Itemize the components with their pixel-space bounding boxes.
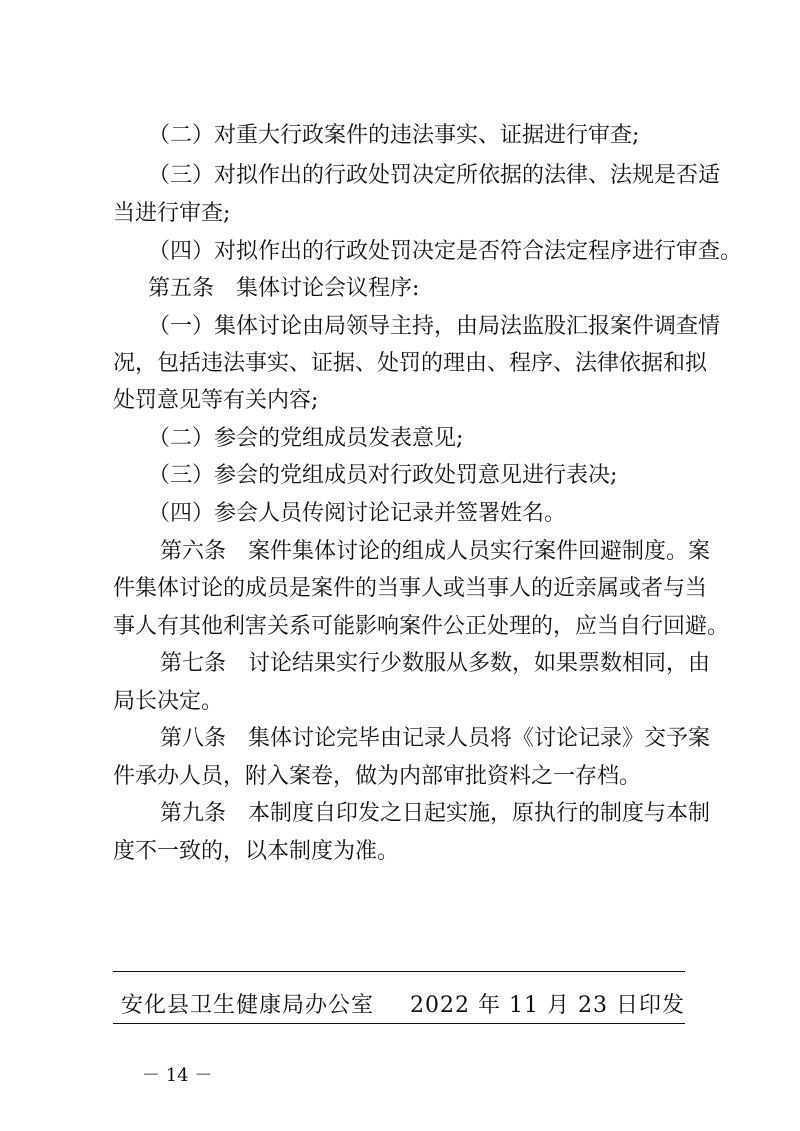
body-line-19: 第九条 本制度自印发之日起实施，原执行的制度与本制 xyxy=(160,801,711,826)
body-line-7: 况，包括违法事实、证据、处罚的理由、程序、法律依据和拟 xyxy=(113,351,708,376)
issuing-office: 安化县卫生健康局办公室 xyxy=(121,993,375,1018)
issuance-footer xyxy=(113,990,685,1022)
body-line-17: 第八条 集体讨论完毕由记录人员将《讨论记录》交予案 xyxy=(160,726,711,751)
body-line-5: 第五条 集体讨论会议程序: xyxy=(148,276,420,301)
footer-top-rule xyxy=(113,971,685,972)
body-line-16: 局长决定。 xyxy=(113,689,224,714)
body-line-6: （一）集体讨论由局领导主持，由局法监股汇报案件调查情 xyxy=(148,314,721,339)
body-line-9: （二）参会的党组成员发表意见; xyxy=(148,426,464,451)
body-line-10: （三）参会的党组成员对行政处罚意见进行表决; xyxy=(148,463,618,488)
footer-bottom-rule xyxy=(113,1023,685,1024)
body-line-2: （三）对拟作出的行政处罚决定所依据的法律、法规是否适 xyxy=(148,163,721,188)
body-line-15: 第七条 讨论结果实行少数服从多数，如果票数相同，由 xyxy=(160,651,711,676)
issue-date: 2022 年 11 月 23 日印发 xyxy=(410,993,685,1018)
body-line-14: 事人有其他利害关系可能影响案件公正处理的，应当自行回避。 xyxy=(113,614,730,639)
body-line-1: （二）对重大行政案件的违法事实、证据进行审查; xyxy=(148,123,640,148)
body-line-13: 件集体讨论的成员是案件的当事人或当事人的近亲属或者与当 xyxy=(113,576,708,601)
body-line-3: 当进行审查; xyxy=(113,201,231,226)
body-line-12: 第六条 案件集体讨论的组成人员实行案件回避制度。案 xyxy=(160,539,711,564)
body-line-4: （四）对拟作出的行政处罚决定是否符合法定程序进行审查。 xyxy=(148,239,743,264)
body-line-8: 处罚意见等有关内容; xyxy=(113,388,319,413)
page-number: － 14 － xyxy=(142,1065,213,1086)
body-line-11: （四）参会人员传阅讨论记录并签署姓名。 xyxy=(148,501,567,526)
body-line-18: 件承办人员，附入案卷，做为内部审批资料之一存档。 xyxy=(113,764,642,789)
body-line-20: 度不一致的，以本制度为准。 xyxy=(113,839,400,864)
